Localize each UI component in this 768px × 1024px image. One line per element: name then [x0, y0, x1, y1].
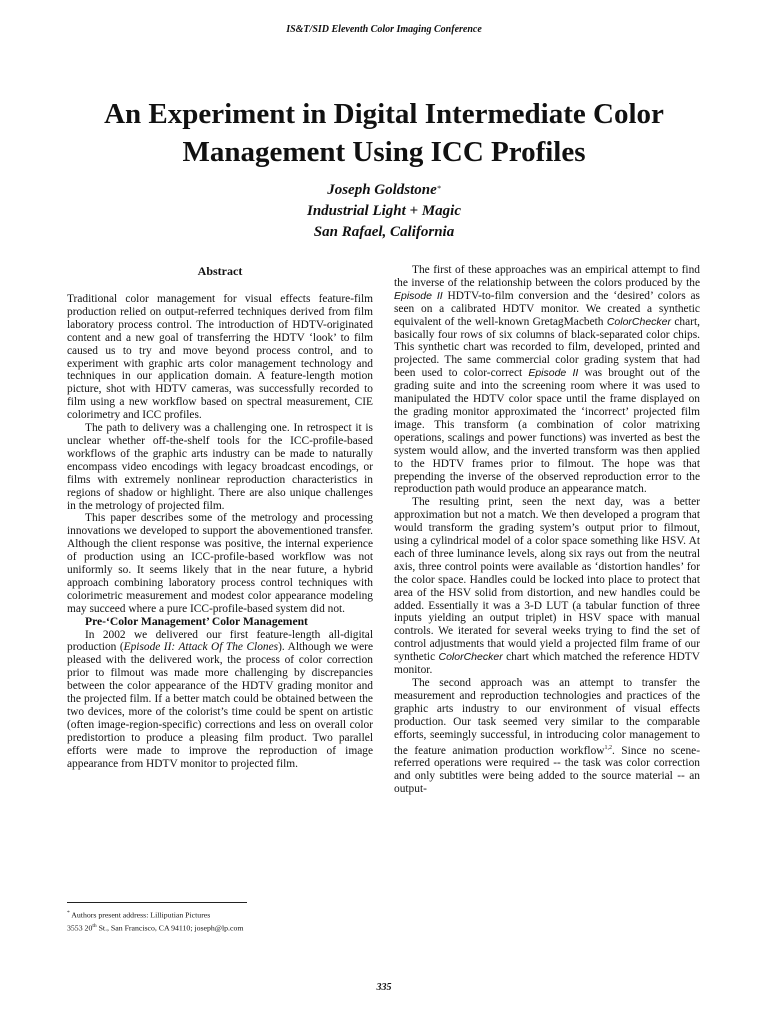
footnote-superscript: th [92, 922, 97, 929]
text-run: The resulting print, seen the next day, was a better approximation but not a match. We then developed a program that would transform the grading system’s output prior to filmout, using a cylindrical model of a color space something like HSV. At each of three luminance levels, along six rays out from the neutral axis, three control points were available as ‘distortion handles’ for the color space. Handles could be locked into place to protect that area of the HSV solid from distortion, and new handles could be added. Essentially it was a 3-D LUT (a tabular function of three inputs yielding an output triplet) in HSV space with manual controls. We iterated for several weeks trying to find the set of control adjustments that would yield a projected film frame of our synthetic [394, 496, 700, 664]
author-location: San Rafael, California [313, 224, 455, 240]
reference-marker: 1,2 [604, 744, 613, 751]
author-name [0, 180, 768, 201]
author-footnote-mark: * [436, 184, 441, 193]
right-paragraph-2 [394, 496, 700, 677]
text-run: The first of these approaches was an empirical attempt to find the inverse of the relationship between the colors produced by the [394, 264, 700, 289]
text-run: HDTV-to-film conversion and the ‘desired’ colors as seen on a calibrated HDTV monitor. We created a synthetic equivalent of the well-known GretagMacbeth [394, 289, 700, 328]
footnote-line-2 [67, 921, 387, 934]
paper-title: An Experiment in Digital Intermediate Color Management Using ICC Profiles [104, 98, 664, 168]
text-run: chart which matched the reference HDTV monitor. [394, 651, 700, 677]
text-run: chart, basically four rows of six columns of black-separated color chips. This synthetic chart was recorded to film, developed, printed and projected. The same commercial color grading system that had been used to color-correct [394, 315, 700, 380]
section1-paragraph-1 [67, 629, 373, 771]
right-paragraph-3 [394, 677, 700, 796]
footnote-text: 3553 20 [67, 923, 93, 933]
right-paragraph-1 [394, 264, 700, 496]
footnote [67, 908, 387, 933]
abstract-paragraph-2: The path to delivery was a challenging one. In retrospect it is unclear whether off-the-shelf tools for the ICC-profile-based workflows of the graphic arts industry can be made to naturally encompass video encodings with legacy broadcast encodings, or films with extremely nonlinear reproduction characteristics in regions of shadow or highlight. There are also unique challenges in the metrology of projected film. [67, 422, 373, 512]
product-name: ColorChecker [606, 315, 672, 328]
right-column [394, 264, 700, 796]
film-title: Episode II [528, 367, 579, 380]
text-run: In 2002 we delivered our first feature-length all-digital production ( [67, 628, 373, 654]
author-affiliation: Industrial Light + Magic [307, 203, 461, 219]
film-title: Episode II [394, 289, 443, 302]
author-block [0, 180, 768, 243]
page-number: 335 [376, 982, 392, 993]
product-name: ColorChecker [438, 651, 503, 664]
film-title: Episode II: Attack Of The Clones [123, 641, 279, 654]
abstract-heading: Abstract [197, 264, 243, 278]
abstract-paragraph-1: Traditional color management for visual effects feature-film production relied on output-referred techniques derived from film laboratory process control. The introduction of HDTV-originated content and a new goal of transferring the HDTV ‘look’ to film caused us to try and move beyond process control, and to experiment with graphic arts color management technology and techniques in our application domain. A feature-length motion picture, shot with HDTV cameras, was successfully recorded to film using a new workflow based on spectral measurement, CIE colorimetry and ICC profiles. [67, 293, 373, 422]
abstract-paragraph-3: This paper describes some of the metrology and processing innovations we developed to support the abovementioned transfer. Although the client response was positive, the internal experience of production using an ICC-profile-based workflow was not uniformly so. It seems likely that in the near future, a hybrid approach combining laboratory process control techniques with colorimetric measurement and modest color appearance modeling may succeed where a pure ICC-profile-based system did not. [67, 512, 373, 615]
text-run: was brought out of the grading suite and into the screening room where it was used to manipulated the HDTV color space until the frame displayed on the grading monitor approximated the ‘incorrect’ projected film image. This transform (a combination of color matrixing operations, scalings and power functions) was inverted as best the system would allow, and the inverted transform was then applied to the HDTV frames prior to filmout. The hope was that prepending the inverse of the observed reproduction error to the reproduction path would produce an appearance match. [394, 367, 700, 496]
text-run: The second approach was an attempt to transfer the measurement and reproduction technologies and practices of the graphic arts industry to our environment of visual effects production. Our task seemed very similar to the comparable efforts, seemingly successful, in introducing color management to the feature animation production workflow [394, 677, 700, 757]
text-run: ). Although we were pleased with the delivered work, the process of color correction prior to filmout was made more challenging by discrepancies between the color appearance of the HDTV grading monitor and the projected film. If a better match could be obtained between the two devices, more of the colorist’s time could be spent on artistic (often image-region-specific) corrections and less on overall color predistortion to produce a pleasing film product. Two parallel efforts were made to improve the reproduction of image appearance from HDTV monitor to projected film. [67, 641, 373, 770]
running-head: IS&T/SID Eleventh Color Imaging Conference [286, 24, 482, 35]
text-run: . Since no scene-referred operations were required -- the task was color correction and only subtitles were being added to the source material -- an output- [394, 744, 700, 796]
left-column [67, 264, 373, 771]
footnote-text: St., San Francisco, CA 94110; joseph@lp.com [96, 923, 244, 933]
footnote-line-1 [67, 908, 387, 921]
footnote-mark: * [67, 910, 70, 916]
section-heading-pre-color-management: Pre-‘Color Management’ Color Management [85, 614, 308, 628]
footnote-text: Authors present address: Lilliputian Pictures [69, 910, 211, 920]
author-name-text: Joseph Goldstone [327, 182, 437, 198]
footnote-divider [67, 902, 247, 903]
